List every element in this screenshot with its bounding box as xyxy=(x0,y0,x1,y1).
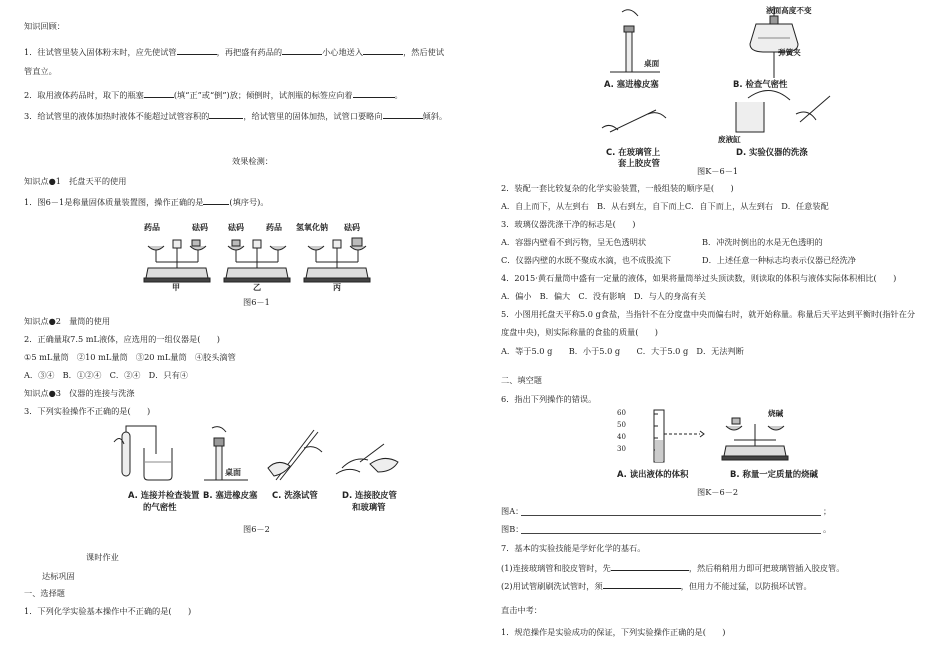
fig61-sub-yi: 乙 xyxy=(253,283,261,292)
answer-fig-b: 图B： xyxy=(501,524,524,534)
consolidate-title: 达标巩固 xyxy=(42,571,75,581)
figk62-label-caustic-soda: 烧碱 xyxy=(768,409,784,418)
fig61-label-6: 砝码 xyxy=(344,223,360,232)
section-2-title: 二、填空题 xyxy=(501,375,542,385)
question-2-answers: A．③④ B．①②④ C．②④ D．只有④ xyxy=(24,370,188,380)
fig62-caption-c: C. 洗涤试管 xyxy=(272,490,318,500)
scale-tick-30: 30 xyxy=(617,445,626,453)
figk61-a-table-label: 桌面 xyxy=(644,59,660,68)
review-q2: 2．取用液体药品时，取下的瓶塞 (填“正”或“倒”)放；倾倒时，试剂瓶的标签应向着 。 xyxy=(24,90,403,100)
figk61-caption-b: B. 检查气密性 xyxy=(733,79,788,89)
fig62-caption-d-2: 和玻璃管 xyxy=(352,502,386,512)
scale-tick-60: 60 xyxy=(617,409,626,417)
right-question-5-line1: 5．小图用托盘天平称5.0 g食盐，当指针不在分度盘中央而偏右时，就开始称量。称量后天平达到平衡时(指针在分 xyxy=(501,309,916,319)
right-question-3-b: B．冲洗时倒出的水是无色透明的 xyxy=(702,237,823,247)
right-question-3-d: D．上述任意一种标志均表示仪器已经洗净 xyxy=(702,255,856,265)
fig62-caption: 图6－2 xyxy=(243,524,270,534)
figure-6-2-operations xyxy=(108,424,410,488)
scale-tick-50: 50 xyxy=(617,421,626,429)
homework-title: 课时作业 xyxy=(86,552,119,562)
question-3: 3．下列实验操作不正确的是( ) xyxy=(24,406,151,416)
right-question-5-line2: 度盘中央)，则实际称量的食盐的质量( ) xyxy=(501,327,658,337)
figk61-caption-c-2: 套上胶皮管 xyxy=(618,158,660,168)
figk61-caption-a: A. 塞进橡皮塞 xyxy=(604,79,659,89)
fig61-label-3: 砝码 xyxy=(228,223,244,232)
knowledge-point-2: 知识点●2 量筒的使用 xyxy=(24,316,111,326)
fig62-caption-a-2: 的气密性 xyxy=(143,502,177,512)
figk61-b-label-2: 弹簧夹 xyxy=(778,48,801,57)
right-question-2-answers: A．自上而下，从左到右 B．从右到左，自下而上C．自下而上，从左到右 D．任意装配 xyxy=(501,201,829,211)
answer-fig-a: 图A： xyxy=(501,506,524,516)
figk61-caption-d: D. 实验仪器的洗涤 xyxy=(736,147,808,157)
figk61-b-label-1: 液面高度不变 xyxy=(766,6,812,15)
review-title: 知识回顾： xyxy=(24,21,65,31)
figk62-caption: 图K－6－2 xyxy=(697,487,739,497)
right-question-3-c: C．仪器内壁的水既不聚成水滴，也不成股流下 xyxy=(501,255,672,265)
question-2-options: ①5 mL量筒 ②10 mL量筒 ③20 mL量筒 ④胶头滴管 xyxy=(24,352,236,362)
right-question-5-answers: A．等于5.0 g B．小于5.0 g C．大于5.0 g D．无法判断 xyxy=(501,346,744,356)
fig61-sub-bing: 丙 xyxy=(333,283,341,292)
figk61-caption-c-1: C. 在玻璃管上 xyxy=(606,147,661,157)
right-question-7-2: (2)用试管刷刷洗试管时，须 ，但用力不能过猛，以防损坏试管。 xyxy=(501,581,812,591)
answer-fig-a-end: ； xyxy=(823,506,832,516)
scale-tick-40: 40 xyxy=(617,433,626,441)
right-question-7-1: (1)连接玻璃管和胶皮管时，先 ，然后稍稍用力即可把玻璃管插入胶皮管。 xyxy=(501,563,845,573)
answer-fig-b-end: 。 xyxy=(823,524,832,534)
answer-line-b[interactable] xyxy=(521,533,821,534)
fig61-label-5: 氢氧化钠 xyxy=(296,223,328,232)
right-question-6: 6．指出下列操作的错误。 xyxy=(501,394,597,404)
exam-question-1: 1．规范操作是实验成功的保证，下列实验操作正确的是( ) xyxy=(501,627,726,637)
homework-question-1: 1．下列化学实验基本操作中不正确的是( ) xyxy=(24,606,192,616)
fig62-caption-a-1: A. 连接并检查装置 xyxy=(128,490,200,500)
section-1-title: 一、选择题 xyxy=(24,588,65,598)
fig62-b-table-label: 桌面 xyxy=(225,468,241,477)
figk62-caption-a: A. 读出液体的体积 xyxy=(617,469,689,479)
review-q1-line1: 1．往试管里装入固体粉末时，应先使试管 ，再把盛有药品的 小心地送入 ，然后使试 xyxy=(24,47,445,57)
question-2: 2．正确量取7.5 mL液体，应选用的一组仪器是( ) xyxy=(24,334,220,344)
fig61-label-1: 药品 xyxy=(144,223,160,232)
review-q1-line2: 管直立。 xyxy=(24,66,57,76)
figk62-caption-b: B. 称量一定质量的烧碱 xyxy=(730,469,818,479)
right-question-4: 4．2015·黄石量筒中盛有一定量的液体，如果将量筒举过头顶读数，则读取的体积与液体实际体积相比( ) xyxy=(501,273,897,283)
fig61-caption: 图6－1 xyxy=(243,297,270,307)
figk61-caption: 图K－6－1 xyxy=(697,166,739,176)
answer-line-a[interactable] xyxy=(521,515,821,516)
fig62-caption-b: B. 塞进橡皮塞 xyxy=(203,490,258,500)
right-question-7: 7．基本的实验技能是学好化学的基石。 xyxy=(501,543,646,553)
fig61-label-2: 砝码 xyxy=(192,223,208,232)
exam-title: 直击中考： xyxy=(501,605,542,615)
review-q3: 3．给试管里的液体加热时液体不能超过试管容积的 ，给试管里的固体加热，试管口要略向 倾斜。 xyxy=(24,111,448,121)
fig62-caption-d-1: D. 连接胶皮管 xyxy=(342,490,397,500)
fig61-label-4: 药品 xyxy=(266,223,282,232)
right-question-4-answers: A．偏小 B．偏大 C．没有影响 D．与人的身高有关 xyxy=(501,291,706,301)
question-1: 1．图6－1是称量固体质量装置图，操作正确的是 (填序号)。 xyxy=(24,197,269,207)
figk61-d-label: 废液缸 xyxy=(718,135,741,144)
right-question-3: 3．玻璃仪器洗涤干净的标志是( ) xyxy=(501,219,636,229)
right-question-2: 2．装配一套比较复杂的化学实验装置，一般组装的顺序是( ) xyxy=(501,183,734,193)
knowledge-point-3: 知识点●3 仪器的连接与洗涤 xyxy=(24,388,135,398)
fig61-sub-jia: 甲 xyxy=(172,283,180,292)
right-question-3-a: A．容器内壁看不到污物，呈无色透明状 xyxy=(501,237,647,247)
effect-title: 效果检测： xyxy=(232,156,273,166)
knowledge-point-1: 知识点●1 托盘天平的使用 xyxy=(24,176,127,186)
